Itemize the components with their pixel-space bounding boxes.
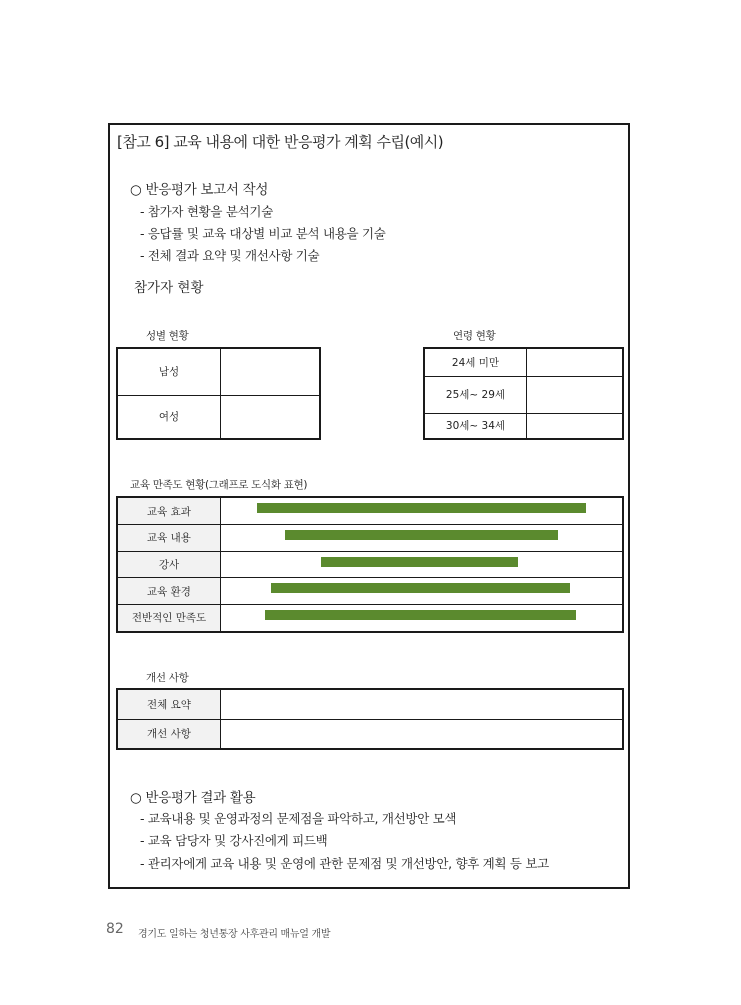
page-title: [참고 6] 교육 내용에 대한 반응평가 계획 수립(예시) xyxy=(117,133,444,151)
section2-item: - 교육 담당자 및 강사진에게 피드백 xyxy=(140,833,328,848)
participants-heading: 참가자 현황 xyxy=(134,280,204,296)
table-row xyxy=(424,376,623,413)
age-value-cell xyxy=(527,376,624,413)
satisfaction-bar xyxy=(271,583,570,593)
section2-item: - 교육내용 및 운영과정의 문제점을 파악하고, 개선방안 모색 xyxy=(140,811,457,826)
gender-value-cell xyxy=(221,395,321,439)
bar-cell xyxy=(221,551,624,578)
satisfaction-bar xyxy=(257,503,586,513)
improvement-value-cell xyxy=(221,719,624,749)
age-table xyxy=(423,347,624,440)
gender-caption: 성별 현황 xyxy=(146,330,189,342)
improvement-table xyxy=(116,688,624,750)
section2-item: - 관리자에게 교육 내용 및 운영에 관한 문제점 및 개선방안, 향후 계획 등 보고 xyxy=(140,856,549,871)
age-label: 25세~ 29세 xyxy=(424,376,527,413)
bar-cell xyxy=(221,525,624,552)
improvement-label: 개선 사항 xyxy=(117,719,221,749)
satisfaction-bar xyxy=(285,530,558,540)
bar-cell xyxy=(221,578,624,605)
table-row xyxy=(117,551,623,578)
age-label: 24세 미만 xyxy=(424,348,527,376)
age-value-cell xyxy=(527,413,624,439)
age-value-cell xyxy=(527,348,624,376)
table-row xyxy=(424,413,623,439)
improvement-caption: 개선 사항 xyxy=(146,672,189,684)
satisfaction-chart-table xyxy=(116,496,624,633)
age-label: 30세~ 34세 xyxy=(424,413,527,439)
category-label: 교육 환경 xyxy=(117,578,221,605)
table-row xyxy=(117,497,623,525)
age-caption: 연령 현황 xyxy=(453,330,496,342)
gender-label: 남성 xyxy=(117,348,221,395)
category-label: 교육 내용 xyxy=(117,525,221,552)
table-row xyxy=(117,719,623,749)
bar-cell xyxy=(221,497,624,525)
page-number: 82 xyxy=(106,921,124,937)
table-row xyxy=(117,578,623,605)
table-row xyxy=(117,348,320,395)
gender-table xyxy=(116,347,321,440)
satisfaction-caption: 교육 만족도 현황(그래프로 도식화 표현) xyxy=(130,479,308,491)
category-label: 전반적인 만족도 xyxy=(117,604,221,632)
table-row xyxy=(117,395,320,439)
gender-value-cell xyxy=(221,348,321,395)
gender-label: 여성 xyxy=(117,395,221,439)
section2-heading: ○ 반응평가 결과 활용 xyxy=(130,790,256,806)
table-row xyxy=(424,348,623,376)
section1-heading: ○ 반응평가 보고서 작성 xyxy=(130,182,269,198)
satisfaction-bar xyxy=(265,610,576,620)
satisfaction-bar xyxy=(321,557,517,567)
improvement-label: 전체 요약 xyxy=(117,689,221,719)
section1-item: - 전체 결과 요약 및 개선사항 기술 xyxy=(140,248,320,263)
bar-cell xyxy=(221,604,624,632)
section1-item: - 응답률 및 교육 대상별 비교 분석 내용을 기술 xyxy=(140,226,386,241)
category-label: 강사 xyxy=(117,551,221,578)
section1-item: - 참가자 현황을 분석기술 xyxy=(140,204,273,219)
table-row xyxy=(117,604,623,632)
category-label: 교육 효과 xyxy=(117,497,221,525)
table-row xyxy=(117,689,623,719)
footer-text: 경기도 일하는 청년통장 사후관리 매뉴얼 개발 xyxy=(138,929,331,940)
table-row xyxy=(117,525,623,552)
improvement-value-cell xyxy=(221,689,624,719)
